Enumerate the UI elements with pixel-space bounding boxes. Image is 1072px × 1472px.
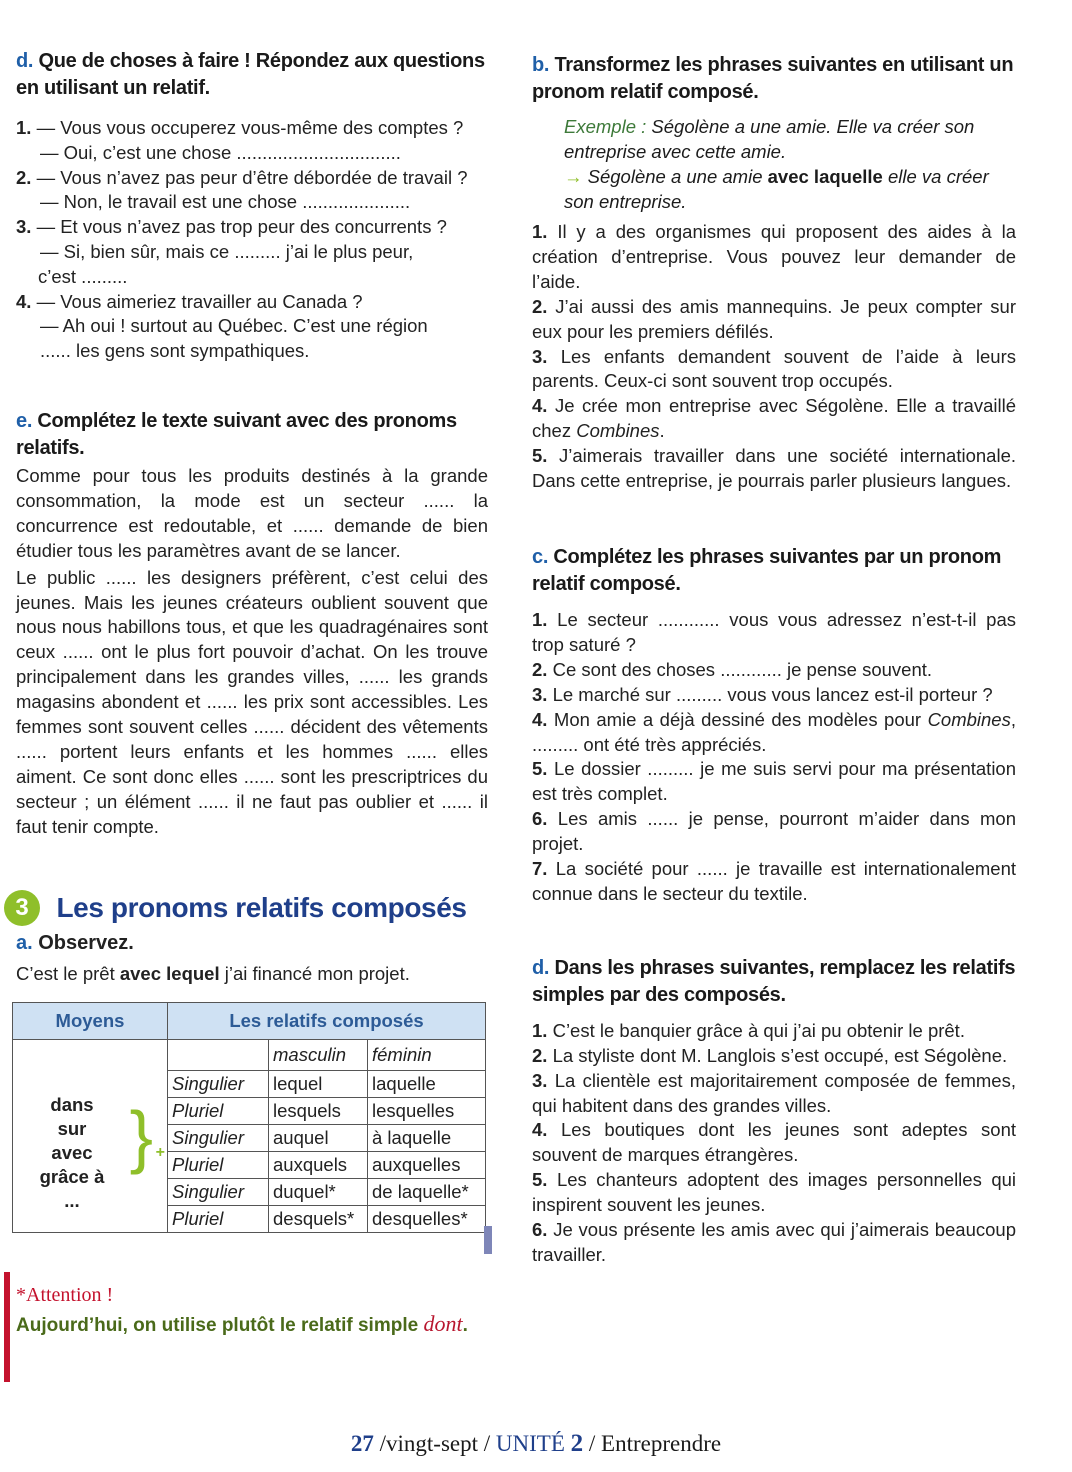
exercise-letter: d. [532, 956, 550, 979]
masc-cell: lesquels [269, 1098, 368, 1125]
item-italic: Combines [927, 708, 1011, 730]
unit-title: / Entreprendre [583, 1431, 722, 1456]
item-number: 2. [532, 658, 548, 680]
list-item [532, 1069, 1016, 1119]
page-number-words: /vingt-sept / [373, 1431, 496, 1456]
exercise-d-heading [16, 48, 488, 102]
item-text: Les enfants demandent souvent de l’aide à leurs parents. Ceux-ci sont souvent trop occupés. [532, 345, 1017, 392]
exercise-b-items [532, 220, 1016, 494]
exercise-c-items [532, 608, 1016, 907]
item-italic: Combines [576, 420, 660, 442]
list-item [532, 1118, 1016, 1168]
question-text: — Vous n’avez pas peur d’être débordée de travail ? [36, 166, 468, 188]
preposition: avec [51, 1142, 93, 1164]
exercise-d-right-heading [532, 955, 1016, 1009]
question-text: — Et vous n’avez pas trop peur des concurrents ? [36, 216, 447, 238]
list-item [532, 1218, 1016, 1268]
attention-sentence: Aujourd’hui, on utilise plutôt le relatif simple [16, 1315, 424, 1336]
empty-cell [168, 1040, 269, 1071]
item-number: 3. [532, 683, 548, 705]
answer-text: — Non, le travail est une chose ..................... [40, 191, 411, 213]
sentence-text: C’est le prêt [16, 963, 120, 984]
number-cell: Singulier [168, 1179, 269, 1206]
right-column [532, 52, 1016, 1268]
preposition: ... [64, 1190, 80, 1212]
header-relatifs: Les relatifs composés [168, 1003, 486, 1040]
item-text: C’est le banquier grâce à qui j’ai pu obtenir le prêt. [552, 1019, 965, 1041]
exercise-letter: d. [16, 50, 34, 72]
list-item [532, 857, 1016, 907]
item-text: La clientèle est majoritairement composée de femmes, qui habitent dans des grandes villes. [532, 1069, 1016, 1116]
item-text: Il y a des organismes qui proposent des aides à la création d’entreprise. Vous pouvez leur demander de l’aide. [532, 221, 1016, 292]
prepositions-cell [13, 1071, 168, 1233]
item-text: Le dossier ......... je me suis servi pour ma présentation est très complet. [532, 758, 1017, 805]
left-column [16, 48, 488, 840]
item-end: . [659, 420, 665, 442]
answer-text-cont: ...... les gens sont sympathiques. [40, 340, 310, 362]
question-1 [16, 116, 488, 166]
example-label: Exemple : [564, 116, 647, 137]
item-text: J’ai aussi des amis mannequins. Je peux compter sur eux pour les premiers défilés. [532, 295, 1017, 342]
number-cell: Pluriel [168, 1152, 269, 1179]
item-number: 6. [532, 808, 548, 830]
item-number: 1. [532, 1019, 548, 1041]
unit-label [496, 1431, 583, 1456]
arrow-icon: → [564, 166, 583, 187]
empty-cell [13, 1040, 168, 1071]
unit-text: UNITÉ [495, 1431, 571, 1456]
exercise-d-right-items [532, 1019, 1016, 1268]
example-block [532, 114, 1016, 214]
section-number-badge: 3 [4, 890, 40, 926]
item-text: Les boutiques dont les jeunes sont adeptes sont souvent de marques étrangères. [532, 1119, 1017, 1166]
item-number: 1. [532, 221, 548, 242]
plus-sign: + [155, 1143, 165, 1161]
attention-title: *Attention ! [16, 1284, 114, 1306]
question-text: — Vous aimeriez travailler au Canada ? [36, 290, 363, 312]
item-text: La société pour ...... je travaille est internationalement connue dans le secteur du textile. [532, 858, 1016, 904]
exercise-letter: a. [16, 932, 33, 954]
exercise-title: Transformez les phrases suivantes en utilisant un pronom relatif composé. [532, 54, 1014, 103]
item-number: 4. [16, 290, 32, 312]
preposition: grâce à [39, 1166, 105, 1188]
observe-sentence [16, 963, 484, 985]
example-answer-bold: avec laquelle [767, 166, 883, 187]
section-3 [4, 890, 484, 985]
item-text: J’aimerais travailler dans une société internationale. Dans cette entreprise, je pourrais parler plusieurs langues. [532, 445, 1016, 492]
fem-cell: lesquelles [368, 1098, 486, 1125]
number-cell: Singulier [168, 1125, 269, 1152]
example-answer: Ségolène a une amie [582, 166, 768, 187]
list-item [532, 708, 1016, 758]
item-end: , ......... ont été très appréciés. [532, 708, 1016, 755]
item-text: Le secteur ............ vous vous adressez n’est-t-il pas trop saturé ? [532, 608, 1016, 655]
exercise-e-paragraph-1: Comme pour tous les produits destinés à la grande consommation, la mode est un secteur ...... la concurrence est redoutable, et ...... demande de bien étudier tous les paramètres avant de se lancer. [16, 464, 488, 561]
item-number: 1. [16, 117, 32, 138]
attention-word: dont [423, 1311, 463, 1336]
col-masculin: masculin [269, 1040, 368, 1071]
masc-cell: auxquels [269, 1152, 368, 1179]
list-item [532, 394, 1016, 444]
table-side-accent [484, 1226, 492, 1254]
item-text: Le marché sur ......... vous vous lancez est-il porteur ? [552, 683, 993, 705]
list-item [532, 658, 1016, 683]
answer-text-cont: c’est ......... [38, 265, 128, 287]
page-footer [0, 1430, 1072, 1458]
question-2 [16, 166, 488, 216]
exercise-title: Complétez le texte suivant avec des pronoms relatifs. [16, 409, 457, 459]
col-feminin: féminin [368, 1040, 486, 1071]
exercise-d-right [532, 955, 1016, 1268]
brace-icon: } [129, 1096, 153, 1175]
item-number: 5. [532, 758, 548, 780]
fem-cell: à laquelle [368, 1125, 486, 1152]
question-text: — Vous vous occuperez vous-même des comptes ? [36, 117, 464, 138]
list-item [532, 683, 1016, 708]
item-number: 3. [16, 216, 32, 238]
list-item [532, 1168, 1016, 1218]
fem-cell: auxquelles [368, 1152, 486, 1179]
answer-text: — Si, bien sûr, mais ce ......... j’ai le plus peur, [40, 240, 414, 262]
masc-cell: lequel [269, 1071, 368, 1098]
item-number: 1. [532, 608, 548, 630]
fem-cell: desquelles* [368, 1206, 486, 1233]
list-item [532, 1019, 1016, 1044]
masc-cell: desquels* [269, 1206, 368, 1233]
answer-text: — Ah oui ! surtout au Québec. C’est une région [40, 315, 428, 337]
fem-cell: de laquelle* [368, 1179, 486, 1206]
section-title: Les pronoms relatifs composés [56, 892, 467, 923]
sentence-text: j’ai financé mon projet. [219, 963, 410, 984]
list-item [532, 1044, 1016, 1069]
item-text: Mon amie a déjà dessiné des modèles pour [553, 708, 928, 730]
exercise-c [532, 544, 1016, 907]
item-text: La styliste dont M. Langlois s’est occupé, est Ségolène. [552, 1044, 1008, 1066]
number-cell: Pluriel [168, 1206, 269, 1233]
question-4 [16, 290, 488, 364]
relatives-table [12, 1002, 486, 1233]
exercise-c-heading [532, 544, 1016, 598]
fem-cell: laquelle [368, 1071, 486, 1098]
item-text: Les chanteurs adoptent des images personnelles qui inspirent souvent les jeunes. [532, 1169, 1017, 1216]
item-text: Je crée mon entreprise avec Ségolène. Elle a travaillé chez [532, 395, 1016, 442]
page-number: 27 [350, 1431, 374, 1456]
sentence-bold: avec lequel [119, 963, 220, 984]
observe-heading [16, 932, 484, 955]
number-cell: Singulier [168, 1071, 269, 1098]
unit-number: 2 [570, 1430, 584, 1457]
list-item [532, 757, 1016, 807]
header-moyens: Moyens [13, 1003, 168, 1040]
masc-cell: duquel* [269, 1179, 368, 1206]
item-number: 4. [532, 708, 548, 730]
preposition: sur [57, 1118, 87, 1140]
exercise-title: Observez. [38, 932, 134, 954]
item-number: 6. [532, 1219, 548, 1241]
item-number: 2. [16, 166, 32, 188]
item-number: 3. [532, 1069, 548, 1091]
list-item [532, 608, 1016, 658]
exercise-letter: c. [532, 545, 549, 568]
exercise-b-heading [532, 52, 1016, 106]
exercise-letter: b. [532, 54, 550, 76]
attention-box [4, 1272, 490, 1382]
preposition: dans [50, 1094, 94, 1116]
item-number: 2. [532, 1044, 548, 1066]
item-number: 4. [532, 1119, 548, 1141]
exercise-e [16, 408, 488, 840]
masc-cell: auquel [269, 1125, 368, 1152]
exercise-e-paragraph-2: Le public ...... les designers préfèrent, c’est celui des jeunes. Mais les jeunes créateurs oublient souvent que nous nous habillons tous, et que les quadragénaires sont ceux ...... ont le plus fort pouvoir d’achat. On les trouve principalement dans les grandes villes, ...... les grands magasins abondent et ...... les prix sont accessibles. Les femmes sont souvent celles ...... décident des vêtements ...... portent leurs enfants et les hommes ...... elles aiment. Ce sont donc elles ...... sont les prescriptrices du secteur ; un élément ...... il ne faut pas oublier et ...... il faut tenir compte. [16, 566, 488, 837]
item-number: 5. [532, 445, 548, 467]
question-3 [16, 215, 488, 289]
list-item [532, 295, 1016, 345]
exercise-letter: e. [16, 409, 33, 432]
attention-text [16, 1311, 490, 1337]
list-item [532, 220, 1016, 295]
item-text: Ce sont des choses ............ je pense souvent. [552, 658, 933, 680]
answer-text: — Oui, c’est une chose ................................ [40, 141, 401, 163]
exercise-title: Dans les phrases suivantes, remplacez les relatifs simples par des composés. [532, 956, 1016, 1006]
exercise-title: Que de choses à faire ! Répondez aux questions en utilisant un relatif. [16, 50, 485, 99]
item-number: 5. [532, 1169, 548, 1191]
item-number: 4. [532, 395, 548, 417]
exercise-d-questions [16, 116, 488, 364]
item-text: Les amis ...... je pense, pourront m’aider dans mon projet. [532, 808, 1016, 855]
item-number: 7. [532, 858, 548, 880]
item-text: Je vous présente les amis avec qui j’aimerais beaucoup travailler. [532, 1219, 1017, 1265]
number-cell: Pluriel [168, 1098, 269, 1125]
item-number: 3. [532, 345, 548, 367]
item-number: 2. [532, 295, 548, 317]
attention-end: . [462, 1315, 468, 1336]
example-text: Ségolène a une amie. Elle va créer son entreprise avec cette amie. [564, 116, 975, 162]
exercise-title: Complétez les phrases suivantes par un pronom relatif composé. [532, 545, 1002, 595]
list-item [532, 807, 1016, 857]
list-item [532, 444, 1016, 494]
exercise-e-heading [16, 408, 488, 462]
example-answer: elle va créer son entreprise. [564, 166, 989, 212]
list-item [532, 345, 1016, 395]
